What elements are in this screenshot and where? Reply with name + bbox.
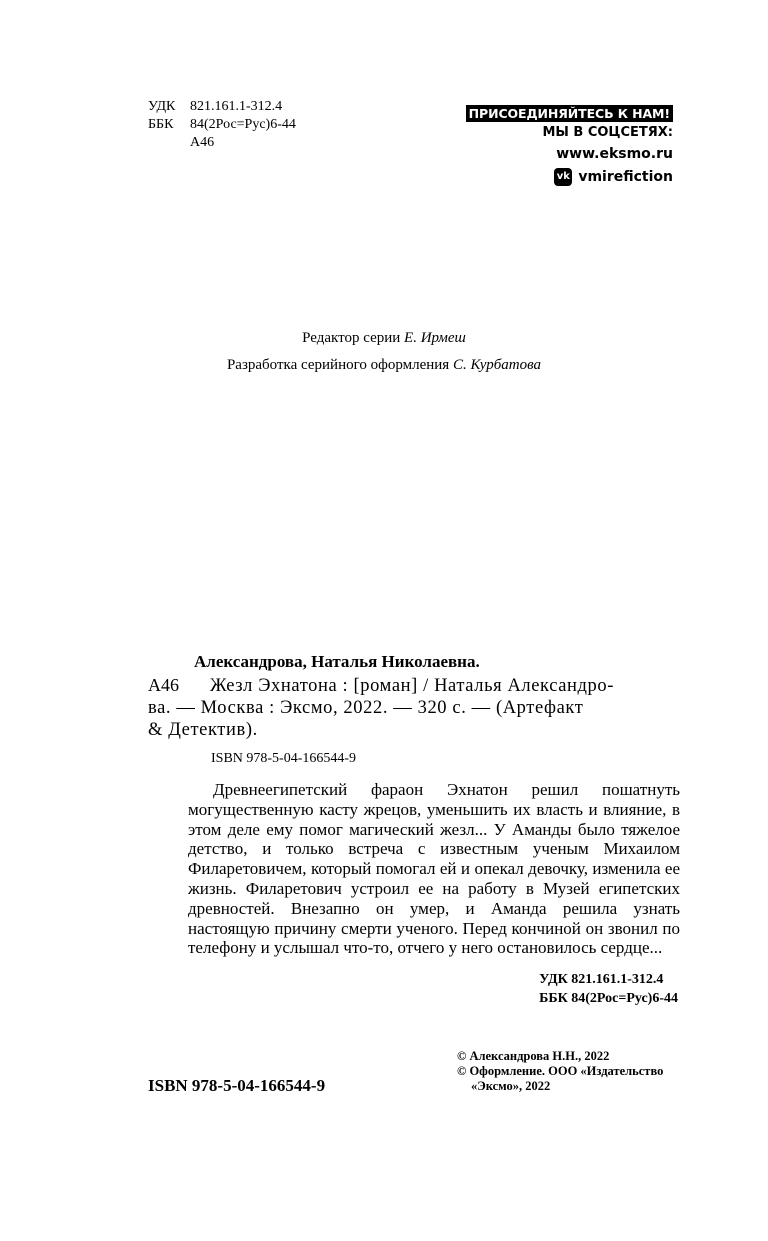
bbk-label: ББК <box>148 117 174 132</box>
bbk-value: 84(2Рос=Рус)6-44 <box>190 117 296 132</box>
join-banner: ПРИСОЕДИНЯЙТЕСЬ К НАМ! <box>466 105 673 122</box>
classification-block <box>148 98 296 152</box>
design-credit <box>0 357 768 374</box>
classification-bold <box>539 970 678 1008</box>
udk-value: 821.161.1-312.4 <box>190 99 283 114</box>
title-line-2: ва. — Москва : Эксмо, 2022. — 320 с. — (Артефакт <box>148 698 584 718</box>
vk-icon: vk <box>554 168 572 186</box>
series-editor-name: Е. Ирмеш <box>404 330 466 346</box>
website-link[interactable]: www.eksmo.ru <box>556 146 673 162</box>
title-line-1: Жезл Эхнатона : [роман] / Наталья Александро- <box>210 676 615 696</box>
vk-link[interactable] <box>466 166 673 188</box>
author-mark: А46 <box>190 135 215 150</box>
series-editor-credit <box>0 330 768 347</box>
design-label: Разработка серийного оформления <box>226 357 450 373</box>
copyright-design-line2: «Эксмо», 2022 <box>471 1079 551 1093</box>
copyright-author: © Александрова Н.Н., 2022 <box>457 1049 610 1063</box>
bibliographic-description <box>148 675 678 741</box>
title-line-3: & Детектив). <box>148 720 258 740</box>
annotation <box>188 780 680 958</box>
social-line: МЫ В СОЦСЕТЯХ: <box>542 125 673 140</box>
vk-handle: vmirefiction <box>578 169 673 185</box>
copyright-design-line1: © Оформление. ООО «Издательство <box>457 1064 664 1078</box>
promo-block <box>466 103 673 188</box>
udk-full: УДК 821.161.1-312.4 <box>539 972 664 987</box>
author-heading: Александрова, Наталья Николаевна. <box>194 652 480 671</box>
udk-label: УДК <box>148 99 176 114</box>
record-index: А46 <box>148 675 179 695</box>
copyright-block <box>457 1049 663 1094</box>
design-name: С. Курбатова <box>452 357 542 373</box>
series-editor-label: Редактор серии <box>302 330 401 346</box>
isbn-bold: ISBN 978-5-04-166544-9 <box>148 1076 326 1095</box>
bbk-full: ББК 84(2Рос=Рус)6-44 <box>539 991 678 1006</box>
record-isbn: ISBN 978-5-04-166544-9 <box>211 751 357 766</box>
annotation-text: Древнеегипетский фараон Эхнатон решил пошатнуть могущественную касту жрецов, уменьшить их власть и влияние, в этом деле ему помог магический жезл... У Аманды было тяжелое детство, и только встреча с известным ученым Михаилом Филаретовичем, который помогал ей и опекал девочку, изменила ее жизнь. Филаретович устроил ее на работу в Музей египетских древностей. Внезапно он умер, и Аманда решила узнать настоящую причину смерти ученого. Перед кончиной он звонил по телефону и услышал что-то, отчего у него остановилось сердце... <box>188 780 680 958</box>
